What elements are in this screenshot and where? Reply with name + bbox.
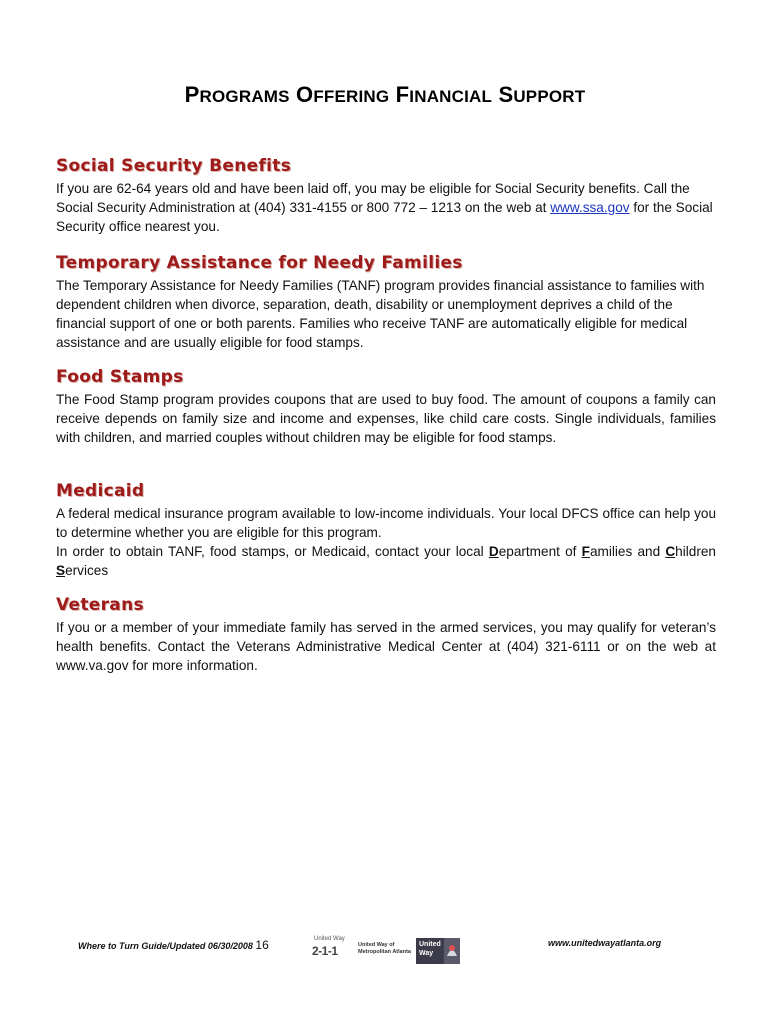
united-way-atlanta-logo-text: United Way of Metropolitan Atlanta — [358, 942, 411, 955]
title-word: PROGRAMS — [184, 82, 290, 107]
section-heading: Food Stamps — [56, 367, 184, 387]
section-body: If you are 62-64 years old and have been laid off, you may be eligible for Social Security benefits. Call the Social Security Administration at (404) 331-4155 or 800 772 – 1213 on the web at www.ssa.gov for the Social Security office nearest you. — [56, 181, 713, 234]
section-heading: Veterans — [56, 595, 144, 615]
title-word: FINANCIAL — [395, 82, 493, 107]
title-word: OFFERING — [296, 82, 390, 107]
section-social-security — [56, 156, 716, 236]
title-word: SUPPORT — [498, 82, 586, 107]
section-heading: Medicaid — [56, 481, 145, 501]
ssa-link[interactable]: www.ssa.gov — [550, 200, 630, 215]
section-heading: Temporary Assistance for Needy Families — [56, 253, 463, 273]
footer-logos — [308, 936, 468, 966]
section-body: A federal medical insurance program available to low-income individuals. Your local DFCS office can help you to determine whether you are eligible for this program. — [56, 506, 716, 540]
section-body: The Temporary Assistance for Needy Families (TANF) program provides financial assistance to families with dependent children when divorce, separation, death, disability or unemployment deprives a child of the financial support of one or both parents. Families who receive TANF are automatically eligible for medical assistance and are usually eligible for food stamps. — [56, 278, 705, 350]
section-veterans — [56, 595, 716, 675]
united-way-logo: United Way — [416, 938, 444, 964]
section-tanf — [56, 253, 716, 352]
section-heading: Social Security Benefits — [56, 156, 292, 176]
united-way-hand-icon — [444, 938, 460, 964]
section-food-stamps — [56, 367, 716, 447]
footer-website: www.unitedwayatlanta.org — [548, 938, 662, 948]
section-medicaid — [56, 481, 716, 580]
page-number: 16 — [255, 938, 269, 952]
section-body: The Food Stamp program provides coupons that are used to buy food. The amount of coupons a family can receive depends on family size and income and expenses, like child care costs. Single individuals, families with children, and married couples without children may be eligible for food stamps. — [56, 392, 716, 445]
dfcs-note: In order to obtain TANF, food stamps, or Medicaid, contact your local Department of Families and Children Services — [56, 544, 716, 578]
footer-guide-label: Where to Turn Guide/Updated 06/30/2008 16 — [78, 938, 269, 952]
page-title — [0, 82, 770, 108]
page-footer — [0, 934, 770, 970]
211-logo: United Way 2-1-1 — [312, 936, 345, 958]
section-body: If you or a member of your immediate family has served in the armed services, you may qualify for veteran’s health benefits. Contact the Veterans Administrative Medical Center at (404) 321-6111 or on the web at www.va.gov for more information. — [56, 620, 716, 673]
